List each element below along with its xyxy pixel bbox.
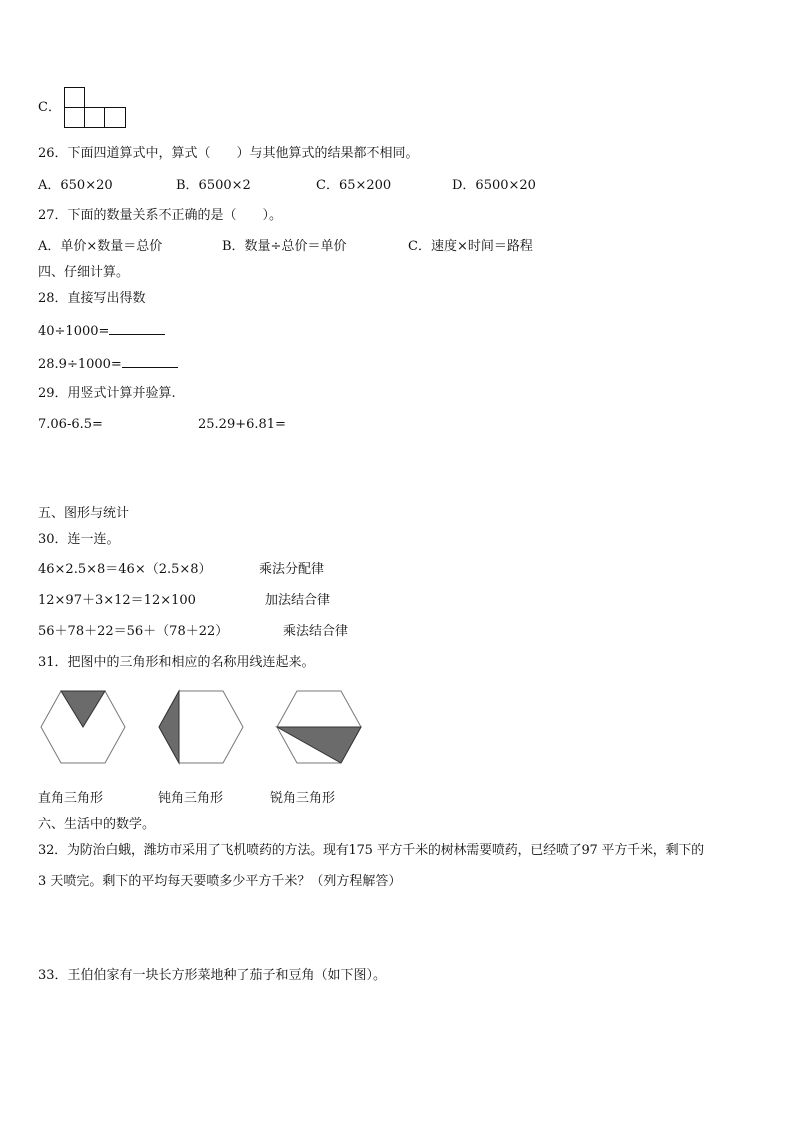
q31-label-2[interactable]: 钝角三角形 (158, 791, 224, 806)
q30-stem: 30．连一连。 (38, 532, 120, 547)
q30-law-2[interactable]: 加法结合律 (265, 593, 331, 608)
answer-blank[interactable] (122, 355, 178, 368)
q27-option-b[interactable]: B．数量÷总价＝单价 (222, 239, 347, 254)
section5-title: 五、图形与统计 (38, 506, 130, 521)
q32-line-2: 3 天喷完。剩下的平均每天要喷多少平方千米？（列方程解答） (38, 874, 402, 889)
q29-item-2: 25.29+6.81= (198, 417, 286, 432)
q26-option-c[interactable]: C．65×200 (316, 178, 392, 193)
option-c-label: C． (38, 100, 61, 115)
q31-label-3[interactable]: 锐角三角形 (270, 791, 336, 806)
answer-blank[interactable] (109, 322, 165, 335)
q27-option-a[interactable]: A．单价×数量＝总价 (38, 239, 163, 254)
q28-item-1-text: 40÷1000= (38, 324, 110, 339)
hexagon-figure-2[interactable] (158, 690, 244, 764)
q26-option-a[interactable]: A．650×20 (38, 178, 113, 193)
q31-label-1[interactable]: 直角三角形 (38, 791, 104, 806)
q31-stem: 31．把图中的三角形和相应的名称用线连起来。 (38, 655, 315, 670)
section6-title: 六、生活中的数学。 (38, 817, 156, 832)
q28-item-2 (38, 355, 178, 373)
q33-stem: 33．王伯伯家有一块长方形菜地种了茄子和豆角（如下图）。 (38, 968, 387, 983)
hexagon-figure-1[interactable] (40, 690, 126, 764)
q30-law-1[interactable]: 乘法分配律 (259, 562, 325, 577)
q29-stem: 29．用竖式计算并验算. (38, 386, 176, 401)
q29-item-1: 7.06-6.5= (38, 417, 103, 432)
cube-view-figure (64, 87, 128, 129)
q27-option-c[interactable]: C．速度×时间＝路程 (408, 239, 533, 254)
section4-title: 四、仔细计算。 (38, 265, 130, 280)
q30-equation-2[interactable]: 12×97＋3×12＝12×100 (38, 593, 196, 608)
q26-option-b[interactable]: B．6500×2 (176, 178, 251, 193)
q28-item-1 (38, 322, 165, 340)
q30-law-3[interactable]: 乘法结合律 (283, 624, 349, 639)
q28-stem: 28．直接写出得数 (38, 291, 146, 306)
q26-stem: 26．下面四道算式中，算式（ ）与其他算式的结果都不相同。 (38, 146, 419, 161)
q28-item-2-text: 28.9÷1000= (38, 357, 122, 372)
q27-stem: 27．下面的数量关系不正确的是（ ）。 (38, 208, 283, 223)
q30-equation-3[interactable]: 56＋78＋22＝56＋（78＋22） (38, 624, 229, 639)
q32-line-1: 32．为防治白蛾，潍坊市采用了飞机喷药的方法。现有175 平方千米的树林需要喷药，已经喷了97 平方千米，剩下的 (38, 843, 704, 858)
q26-option-d[interactable]: D．6500×20 (452, 178, 536, 193)
hexagon-figure-3[interactable] (276, 690, 362, 764)
q30-equation-1[interactable]: 46×2.5×8＝46×（2.5×8） (38, 562, 212, 577)
